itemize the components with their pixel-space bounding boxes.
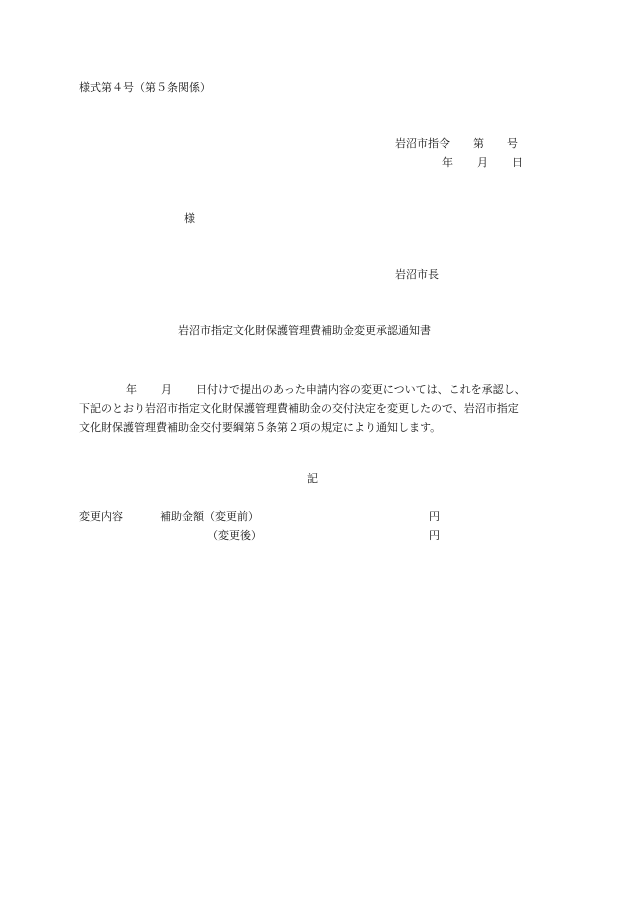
body-month-label: 月 bbox=[161, 383, 172, 396]
body-line-1-text: 日付けで提出のあった申請内容の変更については、これを承認し、 bbox=[196, 383, 526, 396]
dai-label: 第 bbox=[473, 137, 484, 150]
date-day-label: 日 bbox=[512, 156, 523, 169]
date-month-label: 月 bbox=[477, 156, 488, 169]
issuer-reference-line bbox=[395, 138, 518, 149]
form-number: 様式第４号（第５条関係） bbox=[79, 81, 211, 94]
city-order-label: 岩沼市指令 bbox=[395, 137, 450, 150]
sender-name: 岩沼市長 bbox=[395, 268, 439, 281]
ki-heading: 記 bbox=[307, 472, 318, 485]
date-year-label: 年 bbox=[442, 156, 453, 169]
amount-before-label: 補助金額（変更前） bbox=[160, 510, 259, 523]
body-line-2: 下記のとおり岩沼市指定文化財保護管理費補助金の交付決定を変更したので、岩沼市指定 bbox=[79, 402, 519, 415]
yen-unit-before: 円 bbox=[429, 510, 440, 523]
recipient-honorific: 様 bbox=[184, 212, 195, 225]
amount-after-label: （変更後） bbox=[207, 529, 262, 542]
document-title: 岩沼市指定文化財保護管理費補助金変更承認通知書 bbox=[178, 324, 431, 337]
issue-date-line bbox=[442, 157, 523, 168]
body-year-label: 年 bbox=[126, 383, 137, 396]
go-label: 号 bbox=[507, 137, 518, 150]
change-content-label: 変更内容 bbox=[79, 510, 123, 523]
body-line-1 bbox=[79, 380, 549, 399]
body-paragraph bbox=[79, 380, 549, 437]
yen-unit-after: 円 bbox=[429, 529, 440, 542]
body-line-3: 文化財保護管理費補助金交付要綱第５条第２項の規定により通知します。 bbox=[79, 421, 442, 434]
